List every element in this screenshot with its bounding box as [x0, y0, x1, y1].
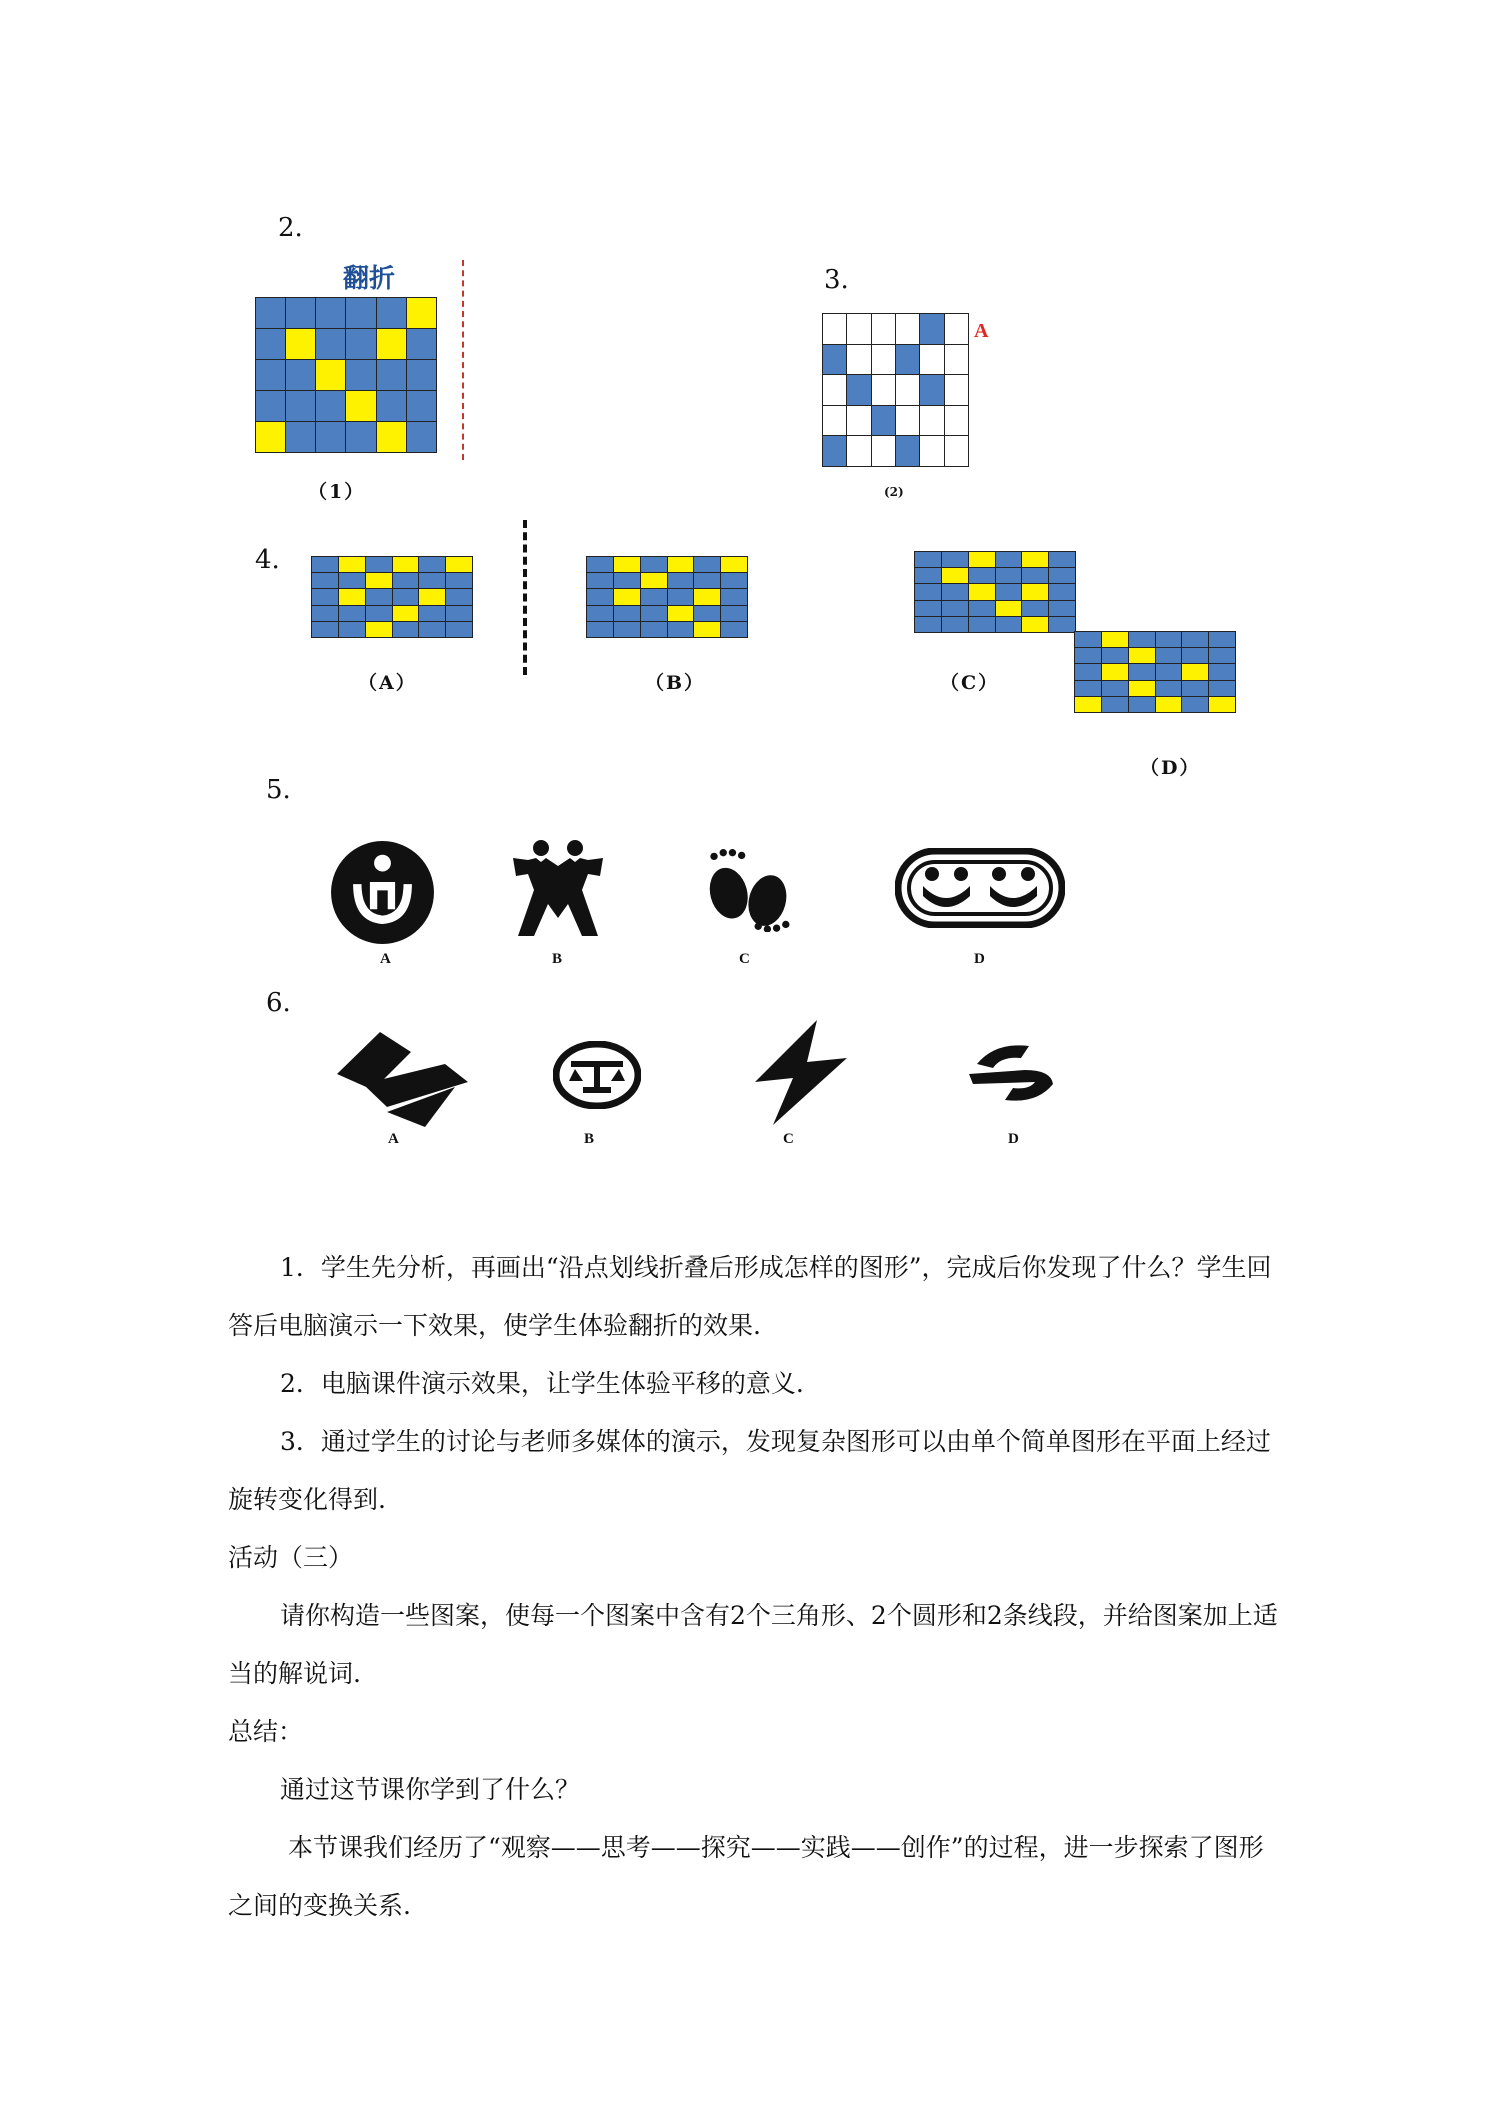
- grid-cell: [286, 391, 315, 421]
- q5-label-b: B: [552, 951, 563, 967]
- grid-cell: [446, 557, 472, 572]
- grid-cell: [1182, 664, 1208, 679]
- activity-heading: 活动（三）: [228, 1543, 354, 1572]
- grid-cell: [407, 360, 436, 390]
- grid-cell: [1049, 601, 1075, 616]
- q5-label-d: D: [974, 951, 985, 967]
- grid-cell: [419, 589, 445, 604]
- grid-cell: [446, 606, 472, 621]
- grid-cell: [587, 573, 613, 588]
- fold-line: [462, 260, 464, 460]
- grid-cell: [407, 298, 436, 328]
- question-4-number: 4.: [255, 545, 280, 575]
- grid-cell: [1156, 664, 1182, 679]
- grid-cell: [694, 557, 720, 572]
- grid-cell: [346, 298, 375, 328]
- grid-cell: [1156, 632, 1182, 647]
- grid-cell: [942, 617, 968, 632]
- grid-cell: [316, 422, 345, 452]
- grid-cell: [614, 606, 640, 621]
- grid-cell: [1022, 584, 1048, 599]
- grid-cell: [847, 314, 870, 344]
- grid-cell: [407, 329, 436, 359]
- q2-caption: （1）: [308, 481, 366, 503]
- grid-cell: [1102, 648, 1128, 663]
- grid-cell: [942, 568, 968, 583]
- grid-cell: [1075, 632, 1101, 647]
- grid-cell: [896, 345, 919, 375]
- logo-c-footprints-icon: [703, 847, 795, 932]
- grid-cell: [920, 436, 943, 466]
- question-3-number: 3.: [824, 265, 849, 295]
- grid-cell: [1156, 648, 1182, 663]
- grid-cell: [945, 375, 968, 405]
- grid-cell: [847, 436, 870, 466]
- grid-cell: [312, 557, 338, 572]
- grid-cell: [1102, 664, 1128, 679]
- grid-cell: [641, 557, 667, 572]
- grid-cell: [1022, 617, 1048, 632]
- question-6-number: 6.: [266, 988, 291, 1018]
- fold-title: 翻折: [343, 264, 396, 294]
- grid-cell: [346, 422, 375, 452]
- grid-cell: [393, 606, 419, 621]
- grid-cell: [823, 314, 846, 344]
- grid-cell: [996, 568, 1022, 583]
- grid-cell: [721, 589, 747, 604]
- grid-cell: [339, 557, 365, 572]
- grid-cell: [1049, 617, 1075, 632]
- grid-cell: [942, 552, 968, 567]
- grid-cell: [1049, 568, 1075, 583]
- q4-pattern-d: [1074, 631, 1236, 713]
- grid-cell: [1075, 697, 1101, 712]
- grid-cell: [1209, 697, 1235, 712]
- grid-cell: [668, 622, 694, 637]
- grid-cell: [996, 601, 1022, 616]
- paragraph-6: 本节课我们经历了“观察——思考——探究——实践——创作”的过程，进一步探索了图形之间的变换关系.: [228, 1833, 1264, 1920]
- grid-cell: [920, 314, 943, 344]
- grid-cell: [945, 314, 968, 344]
- grid-cell: [446, 622, 472, 637]
- grid-cell: [1182, 648, 1208, 663]
- q4-caption-b: （B）: [645, 672, 706, 694]
- grid-cell: [694, 622, 720, 637]
- grid-cell: [1102, 697, 1128, 712]
- paragraph-5: 通过这节课你学到了什么？: [280, 1775, 581, 1804]
- grid-cell: [920, 375, 943, 405]
- grid-cell: [1182, 632, 1208, 647]
- grid-cell: [694, 589, 720, 604]
- q5-label-c: C: [739, 951, 750, 967]
- grid-cell: [312, 589, 338, 604]
- grid-cell: [366, 622, 392, 637]
- grid-cell: [346, 360, 375, 390]
- grid-cell: [969, 568, 995, 583]
- grid-cell: [847, 375, 870, 405]
- grid-cell: [896, 436, 919, 466]
- grid-cell: [286, 360, 315, 390]
- grid-cell: [641, 589, 667, 604]
- grid-cell: [915, 568, 941, 583]
- logo-d-linked-people-icon: [895, 848, 1065, 928]
- grid-cell: [1129, 648, 1155, 663]
- grid-cell: [256, 360, 285, 390]
- grid-cell: [847, 406, 870, 436]
- q4-pattern-a: [311, 556, 473, 638]
- paragraph-2: 2．电脑课件演示效果，让学生体验平移的意义.: [280, 1369, 804, 1398]
- grid-cell: [668, 557, 694, 572]
- grid-cell: [823, 406, 846, 436]
- grid-cell: [339, 573, 365, 588]
- grid-cell: [366, 573, 392, 588]
- paragraph-1: 1．学生先分析，再画出“沿点划线折叠后形成怎样的图形”，完成后你发现了什么？学生回答后电脑演示一下效果，使学生体验翻折的效果.: [228, 1253, 1272, 1340]
- grid-cell: [896, 406, 919, 436]
- grid-cell: [721, 557, 747, 572]
- grid-cell: [339, 589, 365, 604]
- grid-cell: [1049, 552, 1075, 567]
- grid-cell: [823, 375, 846, 405]
- grid-cell: [1022, 552, 1048, 567]
- logo-c-lightning-icon: [755, 1020, 850, 1125]
- grid-cell: [366, 557, 392, 572]
- grid-cell: [1156, 681, 1182, 696]
- paragraph-3: 3．通过学生的讨论与老师多媒体的演示，发现复杂图形可以由单个简单图形在平面上经过旋转变化得到.: [228, 1427, 1271, 1514]
- grid-cell: [256, 422, 285, 452]
- q4-pattern-b: [586, 556, 748, 638]
- grid-cell: [377, 422, 406, 452]
- grid-cell: [945, 345, 968, 375]
- grid-cell: [969, 601, 995, 616]
- grid-cell: [872, 406, 895, 436]
- q3-grid: [822, 313, 969, 467]
- grid-cell: [641, 606, 667, 621]
- q4-caption-c: （C）: [940, 672, 1000, 694]
- grid-cell: [1129, 697, 1155, 712]
- grid-cell: [366, 589, 392, 604]
- q4-caption-a: （A）: [358, 672, 417, 694]
- grid-cell: [377, 360, 406, 390]
- grid-cell: [587, 557, 613, 572]
- grid-cell: [614, 622, 640, 637]
- grid-cell: [1075, 681, 1101, 696]
- grid-cell: [1102, 681, 1128, 696]
- grid-cell: [641, 573, 667, 588]
- grid-cell: [407, 391, 436, 421]
- grid-cell: [1209, 632, 1235, 647]
- grid-cell: [614, 589, 640, 604]
- q6-label-c: C: [783, 1131, 794, 1147]
- grid-cell: [1022, 601, 1048, 616]
- grid-cell: [256, 329, 285, 359]
- grid-cell: [872, 436, 895, 466]
- grid-cell: [915, 584, 941, 599]
- grid-cell: [668, 589, 694, 604]
- paragraph-4: 请你构造一些图案，使每一个图案中含有2个三角形、2个圆形和2条线段，并给图案加上适当的解说词.: [228, 1601, 1278, 1688]
- grid-cell: [419, 557, 445, 572]
- grid-cell: [823, 436, 846, 466]
- grid-cell: [896, 314, 919, 344]
- grid-cell: [996, 552, 1022, 567]
- grid-cell: [1129, 664, 1155, 679]
- grid-cell: [942, 584, 968, 599]
- grid-cell: [346, 329, 375, 359]
- grid-cell: [823, 345, 846, 375]
- grid-cell: [366, 606, 392, 621]
- q3-label-a: A: [974, 320, 989, 342]
- grid-cell: [587, 589, 613, 604]
- grid-cell: [346, 391, 375, 421]
- grid-cell: [419, 573, 445, 588]
- logo-d-swirl-icon: [967, 1040, 1055, 1106]
- grid-cell: [1129, 632, 1155, 647]
- q4-pattern-c: [914, 551, 1076, 633]
- q2-grid: [255, 297, 437, 453]
- grid-cell: [1182, 697, 1208, 712]
- q3-caption: (2): [884, 485, 904, 499]
- grid-cell: [721, 622, 747, 637]
- question-5-number: 5.: [266, 775, 291, 805]
- grid-cell: [1022, 568, 1048, 583]
- grid-cell: [969, 552, 995, 567]
- grid-cell: [419, 622, 445, 637]
- grid-cell: [316, 329, 345, 359]
- grid-cell: [942, 601, 968, 616]
- grid-cell: [872, 345, 895, 375]
- summary-heading: 总结：: [228, 1717, 304, 1746]
- q6-label-a: A: [388, 1131, 399, 1147]
- grid-cell: [393, 573, 419, 588]
- grid-cell: [915, 601, 941, 616]
- grid-cell: [446, 573, 472, 588]
- grid-cell: [419, 606, 445, 621]
- grid-cell: [721, 573, 747, 588]
- grid-cell: [393, 557, 419, 572]
- grid-cell: [1049, 584, 1075, 599]
- grid-cell: [915, 617, 941, 632]
- grid-cell: [920, 406, 943, 436]
- grid-cell: [614, 557, 640, 572]
- grid-cell: [1075, 648, 1101, 663]
- grid-cell: [446, 589, 472, 604]
- grid-cell: [1102, 632, 1128, 647]
- grid-cell: [407, 422, 436, 452]
- grid-cell: [872, 314, 895, 344]
- grid-cell: [721, 606, 747, 621]
- grid-cell: [945, 436, 968, 466]
- logo-a-person-circle-icon: [330, 840, 435, 945]
- grid-cell: [668, 573, 694, 588]
- grid-cell: [996, 617, 1022, 632]
- grid-cell: [969, 617, 995, 632]
- grid-cell: [1209, 681, 1235, 696]
- grid-cell: [256, 298, 285, 328]
- grid-cell: [1129, 681, 1155, 696]
- grid-cell: [1209, 648, 1235, 663]
- grid-cell: [286, 422, 315, 452]
- grid-cell: [377, 329, 406, 359]
- grid-cell: [377, 298, 406, 328]
- grid-cell: [641, 622, 667, 637]
- q5-label-a: A: [380, 951, 391, 967]
- grid-cell: [668, 606, 694, 621]
- grid-cell: [316, 391, 345, 421]
- grid-cell: [694, 606, 720, 621]
- grid-cell: [1209, 664, 1235, 679]
- grid-cell: [1075, 664, 1101, 679]
- grid-cell: [945, 406, 968, 436]
- grid-cell: [1156, 697, 1182, 712]
- grid-cell: [872, 375, 895, 405]
- grid-cell: [312, 622, 338, 637]
- grid-cell: [896, 375, 919, 405]
- grid-cell: [339, 606, 365, 621]
- q4-caption-d: （D）: [1140, 757, 1201, 779]
- grid-cell: [393, 622, 419, 637]
- question-2-number: 2.: [278, 213, 303, 243]
- q6-label-d: D: [1008, 1131, 1019, 1147]
- grid-cell: [316, 360, 345, 390]
- grid-cell: [312, 606, 338, 621]
- grid-cell: [996, 584, 1022, 599]
- grid-cell: [614, 573, 640, 588]
- grid-cell: [1182, 681, 1208, 696]
- grid-cell: [256, 391, 285, 421]
- grid-cell: [393, 589, 419, 604]
- grid-cell: [339, 622, 365, 637]
- q6-label-b: B: [584, 1131, 595, 1147]
- logo-b-scale-icon: [553, 1041, 641, 1109]
- grid-cell: [694, 573, 720, 588]
- grid-cell: [286, 298, 315, 328]
- grid-cell: [587, 622, 613, 637]
- grid-cell: [377, 391, 406, 421]
- grid-cell: [286, 329, 315, 359]
- grid-cell: [847, 345, 870, 375]
- grid-cell: [587, 606, 613, 621]
- logo-b-twins-icon: [508, 838, 608, 938]
- grid-cell: [316, 298, 345, 328]
- grid-cell: [915, 552, 941, 567]
- logo-a-s-shape-icon: [335, 1032, 470, 1127]
- grid-cell: [969, 584, 995, 599]
- grid-cell: [312, 573, 338, 588]
- mirror-line: [523, 520, 527, 675]
- grid-cell: [920, 345, 943, 375]
